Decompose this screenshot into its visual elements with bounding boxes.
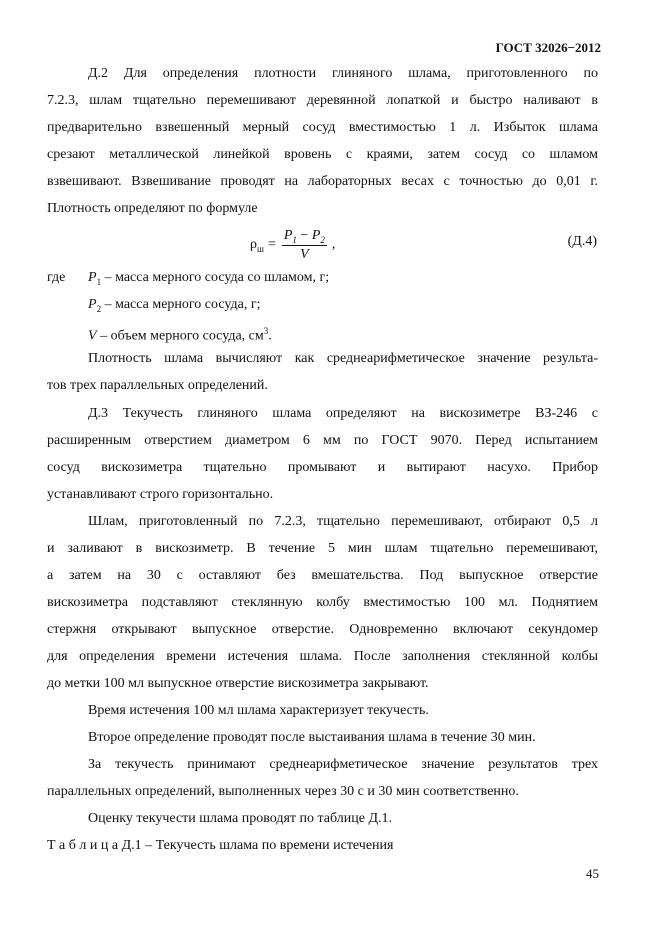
where-label: где — [47, 270, 66, 285]
text-line: тов трех параллельных определений. — [47, 378, 268, 393]
page-number: 45 — [586, 866, 599, 881]
text-line: сосуд вискозиметра тщательно промывают и вытирают насухо. Прибор — [47, 460, 598, 475]
equation-number: (Д.4) — [567, 234, 597, 249]
text-line: Время истечения 100 мл шлама характеризует текучесть. — [88, 703, 429, 718]
text-line: устанавливают строго горизонтально. — [47, 487, 274, 502]
text-line: Второе определение проводят после выстаивания шлама в течение 30 мин. — [88, 730, 536, 745]
text-line: срезают металлической линейкой вровень с краями, затем сосуд со шламом — [47, 147, 598, 162]
text-line: а затем на 30 с оставляют без вмешательства. Под выпускное отверстие — [47, 568, 598, 583]
text-line: для определения времени истечения шлама. После заполнения стеклянной колбы — [47, 649, 598, 664]
table-caption: Т а б л и ц а Д.1 – Текучесть шлама по времени истечения — [47, 838, 394, 853]
text-line: и заливают в вискозиметр. В течение 5 мин шлам тщательно перемешивают, — [47, 541, 598, 556]
standard-header: ГОСТ 32026−2012 — [495, 40, 601, 55]
text-line: 7.2.3, шлам тщательно перемешивают деревянной лопаткой и быстро наливают в — [47, 93, 598, 108]
text-line: Д.3 Текучесть глиняного шлама определяют на вискозиметре ВЗ-246 с — [88, 406, 598, 421]
text-line: Шлам, приготовленный по 7.2.3, тщательно перемешивают, отбирают 0,5 л — [88, 514, 598, 529]
formula-comma: , — [331, 237, 336, 253]
text-line: Плотность определяют по формуле — [47, 201, 258, 216]
formula-numerator: $P_1 - P_2$ — [283, 228, 325, 245]
text-line: параллельных определений, выполненных через 30 с и 30 мин соответственно. — [47, 784, 519, 799]
text-line: Д.2 Для определения плотности глиняного шлама, приготовленного по — [88, 66, 598, 81]
text-line: стержня открывают выпускное отверстие. Одновременно включают секундомер — [47, 622, 598, 637]
text-line: За текучесть принимают среднеарифметическое значение результатов трех — [88, 757, 598, 772]
formula-fraction — [282, 228, 327, 263]
text-line: предварительно взвешенный мерный сосуд вместимостью 1 л. Избыток шлама — [47, 120, 598, 135]
density-formula — [250, 228, 335, 263]
formula-equals: = — [267, 237, 276, 253]
text-line: вискозиметра подставляют стеклянную колбу вместимостью 100 мл. Поднятием — [47, 595, 598, 610]
formula-denominator: V — [300, 246, 309, 262]
formula-lhs: $\rho_ш$ — [250, 237, 264, 254]
text-line: Оценку текучести шлама проводят по таблице Д.1. — [88, 811, 393, 826]
text-line: расширенным отверстием диаметром 6 мм по ГОСТ 9070. Перед испытанием — [47, 433, 598, 448]
document-page: ГОСТ 32026−2012 Д.2 Для определения плотности глиняного шлама, приготовленного по 7.2.3, шлам тщательно перемешивают деревянной лопаткой и быстро наливают в предварительно взвешенный мерный сосуд вместимостью 1 л. Избыток шлама срезают металлической линейкой вровень с краями, затем сосуд со шламом взвешивают. Взвешивание проводят на лабораторных весах с точностью до 0,01 г. Плотность определяют по формуле $\rho_ш$ = $\frac{P_1 - P_2}{V}$ , (Д.4) где $P_1$ – масса мерного сосуда со шламом, г; $P_2$ – масса мерного сосуда, г; V – объем мерного сосуда, $см^3$. Плотность шлама вычисляют как среднеарифметическое значение результа- тов трех параллельных определений. Д.3 Текучесть глиняного шлама определяют на вискозиметре ВЗ-246 с расширенным отверстием диаметром 6 мм по ГОСТ 9070. Перед испытанием сосуд вискозиметра тщательно промывают и вытирают насухо. Прибор устанавливают строго горизонтально. Шлам, приготовленный по 7.2.3, тщательно перемешивают, отбирают 0,5 л и заливают в вискозиметр. В течение 5 мин шлам тщательно перемешивают, а затем на 30 с оставляют без вмешательства. Под выпускное отверстие вискозиметра подставляют стеклянную колбу вместимостью 100 мл. Поднятием стержня открывают выпускное отверстие. Одновременно включают секундомер для определения времени истечения шлама. После заполнения стеклянной колбы до метки 100 мл выпускное отверстие вискозиметра закрывают. Время истечения 100 мл шлама характеризует текучесть. Второе определение проводят после выстаивания шлама в течение 30 мин. За текучесть принимают среднеарифметическое значение результатов трех параллельных определений, выполненных через 30 с и 30 мин соответственно. Оценку текучести шлама проводят по таблице Д.1. Т а б л и ц а Д.1 – Текучесть шлама по времени истечения 45 — [47, 40, 601, 881]
where-line: где $P_1$ – масса мерного сосуда со шламом, г; — [47, 270, 330, 287]
text-line: Плотность шлама вычисляют как среднеарифметическое значение результа- — [88, 351, 598, 366]
text-line: до метки 100 мл выпускное отверстие вискозиметра закрывают. — [47, 676, 429, 691]
text-line: взвешивают. Взвешивание проводят на лабораторных весах с точностью до 0,01 г. — [47, 174, 598, 189]
